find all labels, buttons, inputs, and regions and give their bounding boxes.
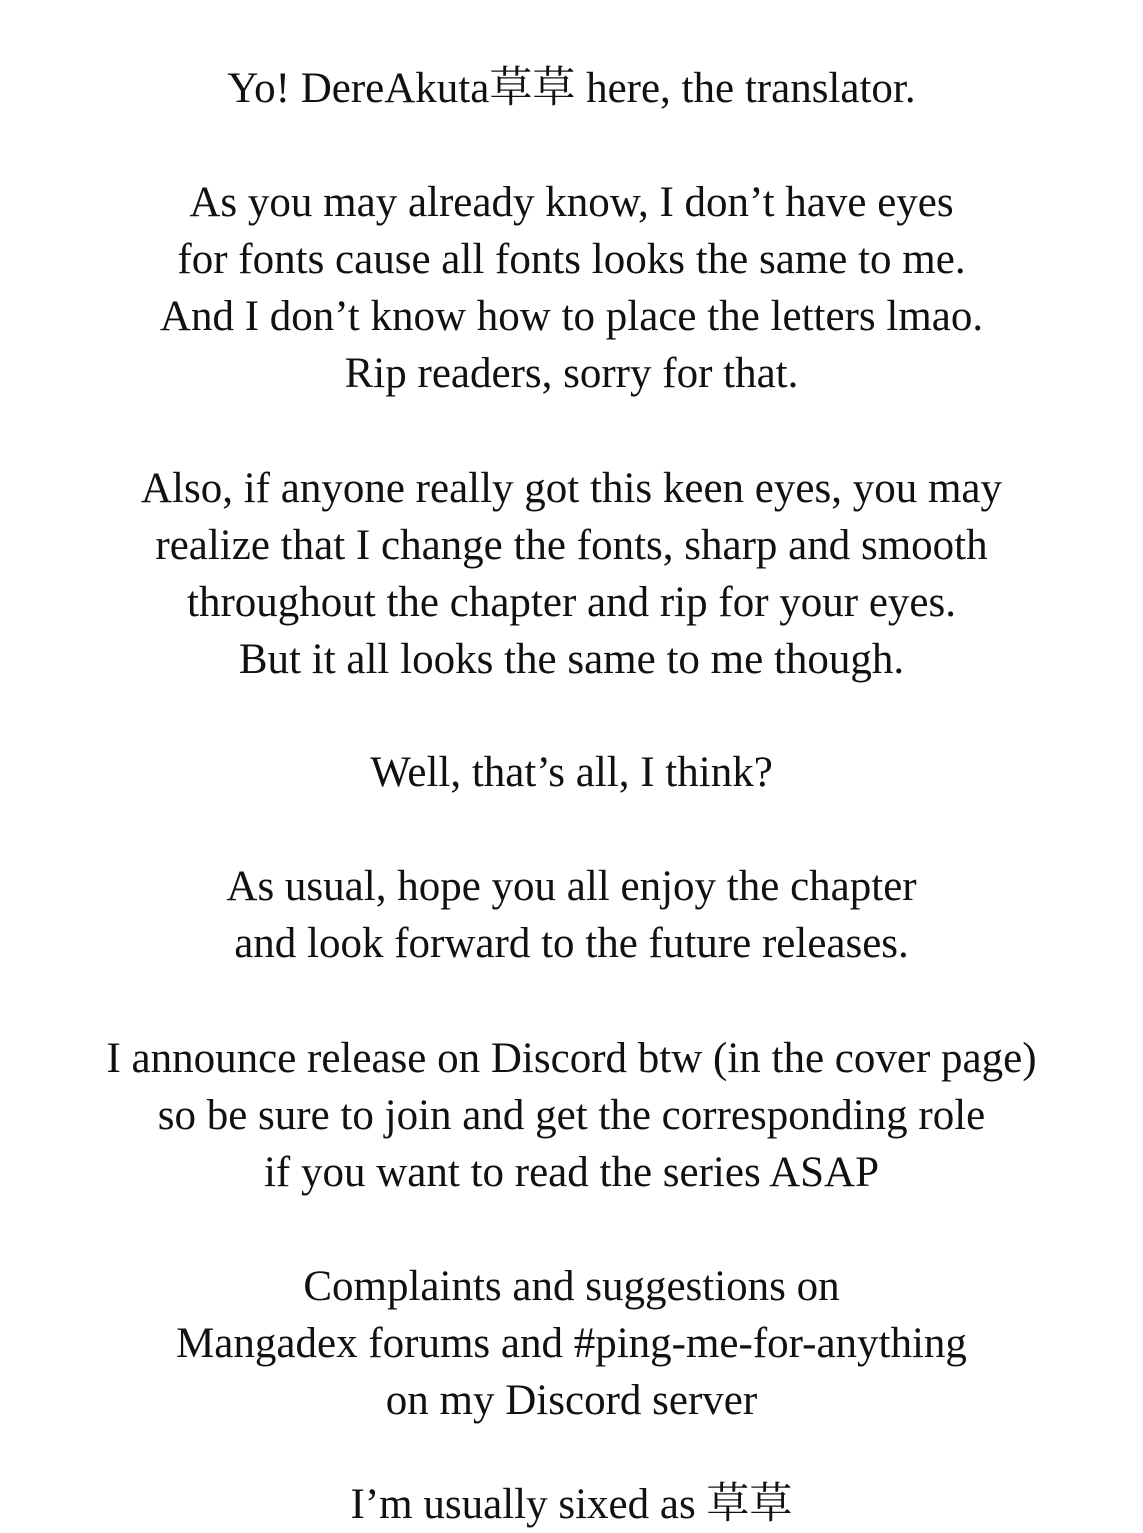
text-line: Well, that’s all, I think? [370,749,773,796]
text-line: and look forward to the future releases. [234,920,909,967]
paragraph-cut-off [0,1476,1143,1533]
text-line: I announce release on Discord btw (in the cover page) [106,1035,1037,1082]
paragraph-fonts [0,174,1143,402]
text-line: As you may already know, I don’t have eyes [189,179,954,226]
text-line: And I don’t know how to place the letters lmao. [159,293,984,340]
paragraph-enjoy [0,858,1143,972]
text-line: so be sure to join and get the corresponding role [157,1092,986,1139]
text-line: realize that I change the fonts, sharp and smooth [155,522,988,569]
paragraph-discord-announce [0,1030,1143,1201]
text-line: As usual, hope you all enjoy the chapter [226,863,917,910]
text-line: Also, if anyone really got this keen eyes, you may [141,465,1002,512]
text-line: But it all looks the same to me though. [238,636,905,683]
text-line: Yo! DereAkuta草草 here, the translator. [227,65,916,112]
text-line: Rip readers, sorry for that. [344,350,799,397]
paragraph-keen-eyes [0,460,1143,688]
text-line: Mangadex forums and #ping-me-for-anything [176,1320,967,1367]
paragraph-complaints [0,1258,1143,1429]
text-line: throughout the chapter and rip for your eyes. [187,579,956,626]
text-line: on my Discord server [385,1377,758,1424]
paragraph-thats-all [0,744,1143,801]
text-line: I’m usually sixed as 草草 [350,1481,793,1528]
text-line: if you want to read the series ASAP [263,1149,880,1196]
text-line: for fonts cause all fonts looks the same to me. [177,236,966,283]
paragraph-intro [0,60,1143,117]
text-line: Complaints and suggestions on [303,1263,840,1310]
